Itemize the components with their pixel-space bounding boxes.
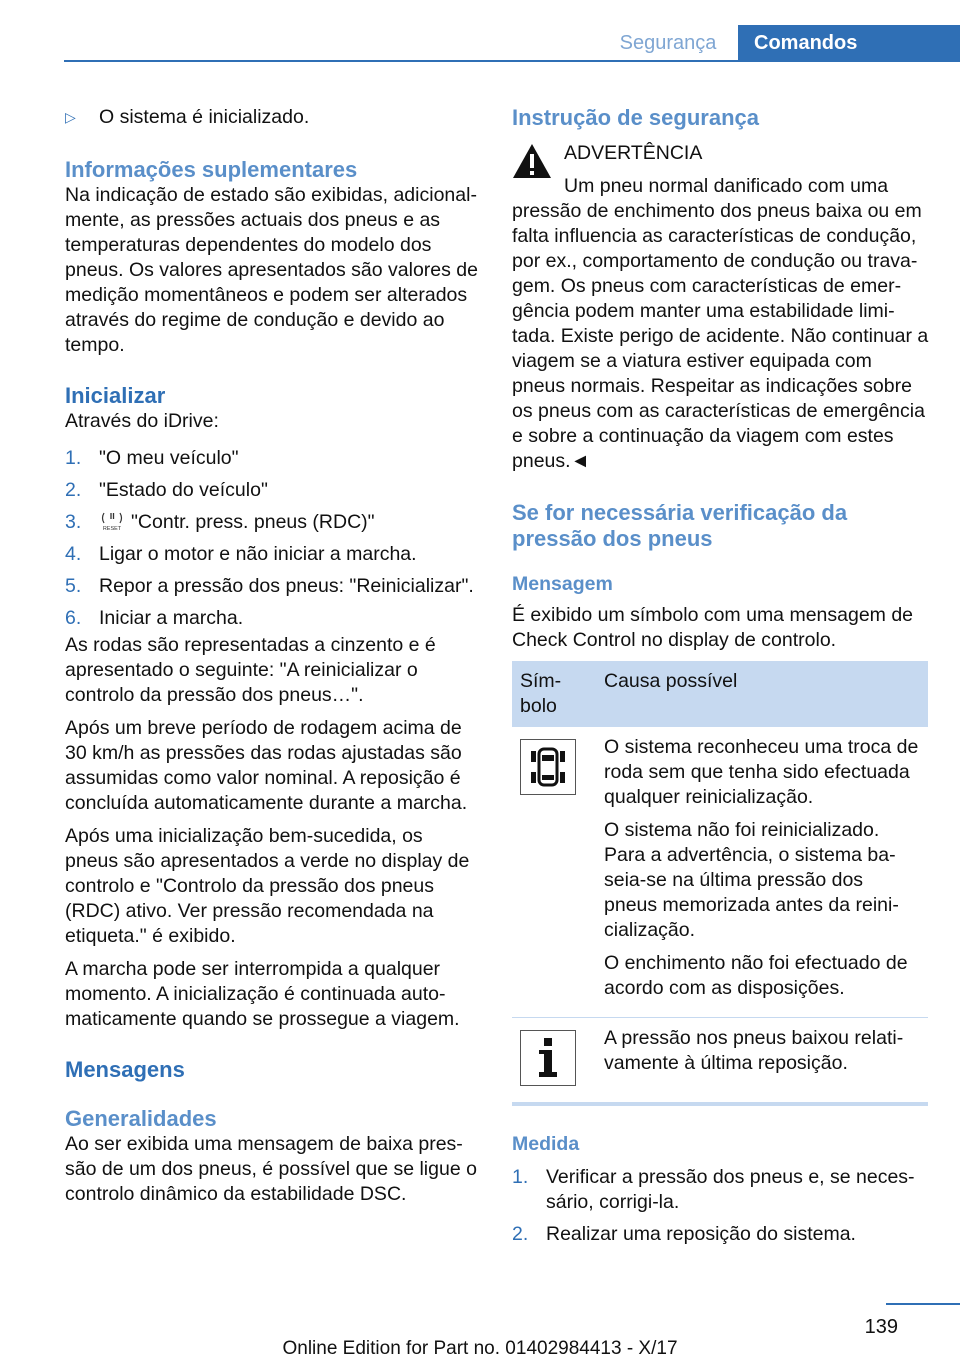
para-success: Após uma inicialização bem-sucedida, os pneus são apresentados a verde no display de controlo e "Controlo da pressão dos pneus (RDC) ativo. Ver pressão recomendada na etiqueta." é exibido. [65,825,470,947]
left-column [65,100,481,1207]
init-intro: Através do iDrive: [65,410,219,432]
cause-text: O enchimento não foi efectuado de acordo com as disposições. [604,952,908,999]
message-text: É exibido um símbolo com uma mensagem de Check Control no display de controlo. [512,604,914,651]
symbol-column-header: Símbolo [512,661,596,727]
cause-text: A pressão nos pneus baixou relativamente à última reposição. [604,1027,904,1074]
info-text: Na indicação de estado são exibidas, adicionalmente, as pressões actuais dos pneus e as temperaturas dependentes do modelo dos pneus. Os valores apresentados são valores de medição momentâneos e podem ser alterados através do regime de condução e devido ao tempo. [65,184,478,356]
warning-text: Um pneu normal danificado com uma pressão de enchimento dos pneus baixa ou em falta influencia as características de condução, por ex., comportamento de condução ou travagem. Os pneus com características de emergência podem manter uma estabilidade limitada. Existe perigo de acidente. Não continuar a viagem se a viatura estiver equipada com pneus normais. Respeitar as indicações sobre os pneus com as características de emergência e sobre a continuação da viagem com estes pneus.◄ [512,175,929,472]
messages-heading: Mensagens [65,1057,185,1082]
para-nominal: Após um breve período de rodagem acima de 30 km/h as pressões das rodas ajustadas são assumidas como valor nominal. A reposição é concluída automaticamente durante a marcha. [65,717,468,814]
step-item: 5. Repor a pressão dos pneus: "Reinicializar". [65,575,474,597]
triangle-bullet-icon: ▷ [65,109,76,125]
causes-table [512,661,928,1106]
general-text: Ao ser exibida uma mensagem de baixa pressão de um dos pneus, é possível que se ligue o controlo dinâmico da estabilidade DSC. [65,1133,477,1205]
table-row [512,1018,928,1105]
table-row [512,727,928,1018]
init-heading: Inicializar [65,383,166,408]
step-item: 6. Iniciar a marcha. [65,607,244,629]
step-item: 3. RESET "Contr. press. pneus (RDC)" [65,511,375,533]
cause-text: O sistema reconheceu uma troca de roda sem que tenha sido efectuada qualquer reinicialização. [604,736,919,808]
edition-note: Online Edition for Part no. 01402984413 - X/17 [282,1338,678,1359]
safety-heading: Instrução de segurança [512,105,759,130]
header-rule [64,60,960,62]
para-grey-wheels: As rodas são representadas a cinzento e é apresentado o seguinte: "A reinicializar o controlo da pressão dos pneus…". [65,634,436,706]
cause-column-header: Causa possível [596,661,928,727]
svg-text:RESET: RESET [102,526,122,531]
tire-reset-icon [99,511,125,531]
bullet-text: O sistema é inicializado. [99,106,310,128]
right-column [512,100,930,1254]
general-heading: Generalidades [65,1106,217,1131]
message-subheading: Mensagem [512,573,613,595]
warning-block [512,141,930,166]
result-bullet [65,105,481,130]
step-item: 1. "O meu veículo" [65,447,239,469]
step-item: 2. "Estado do veículo" [65,479,268,501]
measure-item: 1. Verificar a pressão dos pneus e, se necessário, corrigi-la. [512,1166,915,1213]
table-header-row [512,661,928,727]
check-heading: Se for necessária verificação da pressão dos pneus [512,500,848,551]
init-steps [65,446,481,631]
measure-item: 2. Realizar uma reposição do sistema. [512,1223,856,1245]
info-heading: Informações suplementares [65,157,358,182]
info-icon [520,1030,576,1086]
footer-rule [886,1303,960,1305]
warning-triangle-icon [512,143,552,179]
step-item: 4. Ligar o motor e não iniciar a marcha. [65,543,417,565]
page-number: 139 [864,1316,898,1338]
measure-steps [512,1165,930,1247]
measure-heading: Medida [512,1133,580,1155]
header-chapter: Comandos [738,25,960,62]
tire-pressure-warning-icon [520,739,576,795]
cause-text: O sistema não foi reinicializado. Para a advertência, o sistema baseia-se na última pressão dos pneus memorizada antes da reinicialização. [604,819,899,941]
para-interrupt: A marcha pode ser interrompida a qualquer momento. A inicialização é continuada automaticamente quando se prossegue a viagem. [65,958,460,1030]
warning-label: ADVERTÊNCIA [564,142,703,164]
header-section: Segurança [619,32,717,54]
